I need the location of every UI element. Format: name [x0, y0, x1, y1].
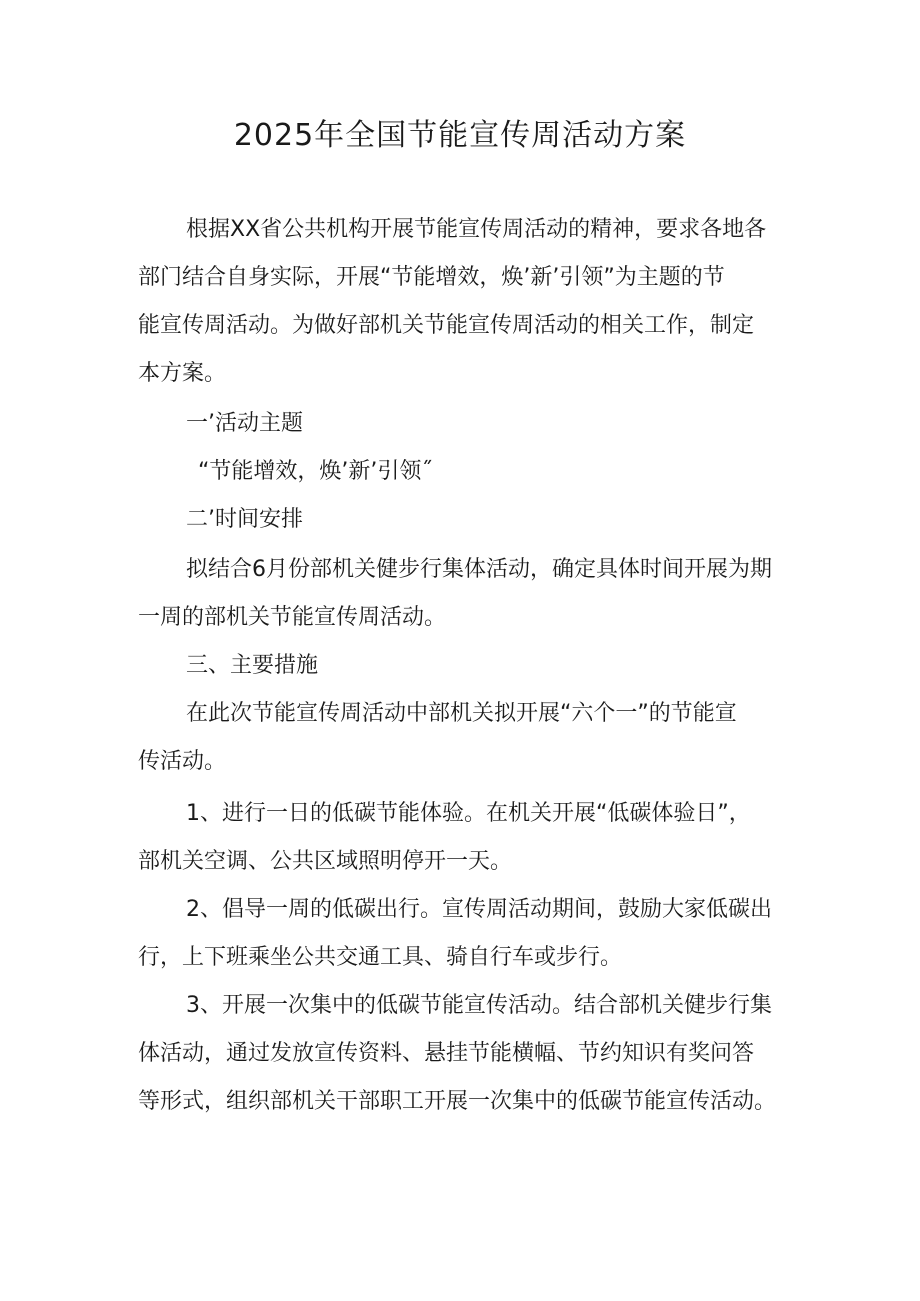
item-2-line-2: 行，上下班乘坐公共交通工具、骑自行车或步行。: [138, 945, 623, 970]
item-1-line-2: 部机关空调、公共区域照明停开一天。: [138, 849, 513, 874]
section2-line-1: 拟结合6月份部机关健步行集体活动，确定具体时间开展为期: [186, 557, 772, 582]
item-3-line-2: 体活动，通过发放宣传资料、悬挂节能横幅、节约知识有奖问答: [138, 1041, 755, 1066]
item-3-line-3: 等形式，组织部机关干部职工开展一次集中的低碳节能宣传活动。: [138, 1089, 777, 1114]
section3-heading-text: 三、主要措施: [186, 653, 319, 678]
section3-intro-line-2: 传活动。: [138, 749, 227, 774]
section2-heading: [138, 496, 798, 544]
section1-theme-text: “节能增效，焕’新’引领˝: [198, 459, 433, 484]
intro-line-1: 根据XX省公共机构开展节能宣传周活动的精神，要求各地各: [186, 217, 767, 242]
intro-paragraph: [138, 206, 798, 398]
section2-line-2: 一周的部机关节能宣传周活动。: [138, 605, 447, 630]
item-1-line-1: 1、进行一日的低碳节能体验。在机关开展“低碳体验日”，: [186, 801, 751, 826]
item-1-paragraph: [138, 790, 798, 886]
item-3-line-1: 3、开展一次集中的低碳节能宣传活动。结合部机关健步行集: [186, 993, 772, 1018]
intro-line-3: 能宣传周活动。为做好部机关节能宣传周活动的相关工作，制定: [138, 313, 755, 338]
intro-line-2: 部门结合自身实际，开展“节能增效，焕’新’引领”为主题的节: [138, 265, 725, 290]
intro-line-4: 本方案。: [138, 361, 227, 386]
section3-heading: [138, 642, 798, 690]
section1-heading: [138, 400, 798, 448]
item-2-paragraph: [138, 886, 798, 982]
section1-heading-text: 一’活动主题: [186, 411, 303, 436]
section2-heading-text: 二’时间安排: [186, 507, 303, 532]
section1-theme: [138, 448, 798, 496]
item-3-paragraph: [138, 982, 798, 1126]
section2-paragraph: [138, 546, 798, 642]
page-title: 2025年全国节能宣传周活动方案: [233, 118, 687, 153]
section3-intro-paragraph: [138, 690, 798, 786]
section3-intro-line-1: 在此次节能宣传周活动中部机关拟开展“六个一”的节能宣: [186, 701, 737, 726]
item-2-line-1: 2、倡导一周的低碳出行。宣传周活动期间，鼓励大家低碳出: [186, 897, 772, 922]
